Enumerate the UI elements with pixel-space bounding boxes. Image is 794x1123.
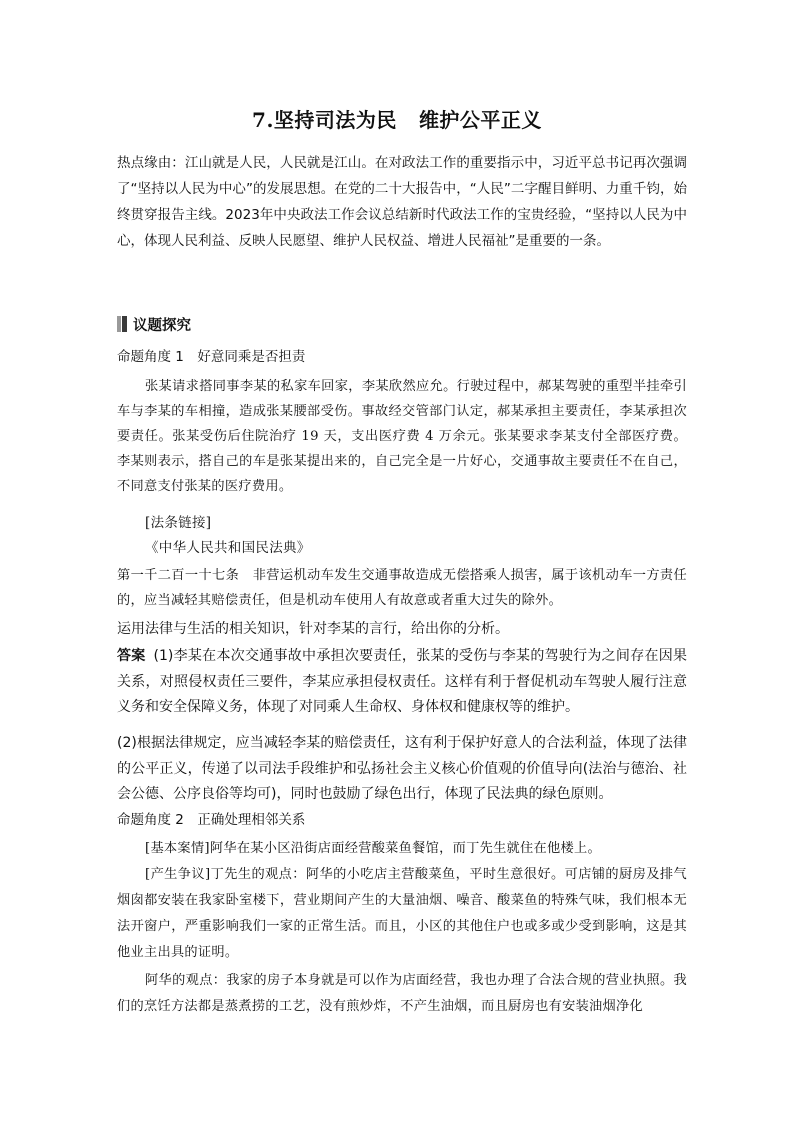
law-book-title: 《中华人民共和国民法典》 — [145, 540, 311, 556]
law-link-tag: [法条链接] — [145, 515, 212, 531]
basic-case: [基本案情]阿华在某小区沿街店面经营酸菜鱼餐馆，而丁先生就住在他楼上。 — [145, 841, 601, 856]
angle1-heading: 命题角度 1 好意同乘是否担责 — [117, 349, 306, 365]
answer-2: (2)根据法律规定，应当减轻李某的赔偿责任，这有利于保护好意人的合法利益，体现了法律的公平正义，传递了以司法手段维护和弘扬社会主义核心价值观的价值导向(法治与德治、社会公德、公序良俗等均可)，同时也鼓励了绿色出行，体现了民法典的绿色原则。 — [117, 735, 687, 802]
answer-label: 答案 — [117, 648, 146, 664]
section-title: 议题探究 — [133, 317, 191, 334]
question: 运用法律与生活的相关知识，针对李某的言行，给出你的分析。 — [117, 621, 509, 637]
title-sub: 维护公平正义 — [418, 108, 542, 132]
section-marker-icon — [117, 316, 121, 332]
title-main: 7.坚持司法为民 — [252, 108, 397, 132]
answer-1: 答案 (1)李某在本次交通事故中承担次要责任，张某的受伤与李某的驾驶行为之间存在因果关系，对照侵权责任三要件，李某应承担侵权责任。这样有利于督促机动车驾驶人履行注意义务和安全保障义务，体现了对同乘人生命权、身体权和健康权等的维护。 — [117, 648, 687, 715]
page-title — [0, 104, 794, 133]
angle2-heading: 命题角度 2 正确处理相邻关系 — [117, 812, 306, 828]
dispute-paragraph: [产生争议]丁先生的观点：阿华的小吃店主营酸菜鱼，平时生意很好。可店铺的厨房及排气烟囱都安装在我家卧室楼下，营业期间产生的大量油烟、噪音、酸菜鱼的特殊气味，我们根本无法开窗户，严重影响我们一家的正常生活。而且，小区的其他住户也或多或少受到影响，这是其他业主出具的证明。 — [117, 867, 687, 960]
intro-paragraph: 热点缘由：江山就是人民，人民就是江山。在对政法工作的重要指示中，习近平总书记再次强调了“坚持以人民为中心”的发展思想。在党的二十大报告中，“人民”二字醒目鲜明、力重千钧，始终贯穿报告主线。2023年中央政法工作会议总结新时代政法工作的宝贵经验，“坚持以人民为中心，体现人民利益、反映人民愿望、维护人民权益、增进人民福祉”是重要的一条。 — [117, 155, 687, 249]
angle1-case: 张某请求搭同事李某的私家车回家，李某欣然应允。行驶过程中，郝某驾驶的重型半挂牵引车与李某的车相撞，造成张某腰部受伤。事故经交管部门认定，郝某承担主要责任，李某承担次要责任。张某受伤后住院治疗 19 天，支出医疗费 4 万余元。张某要求李某支付全部医疗费。李某则表示，搭自己的车是张某提出来的，自己完全是一片好心，交通事故主要责任不在自己，不同意支付张某的医疗费用。 — [117, 379, 687, 494]
ahua-paragraph: 阿华的观点：我家的房子本身就是可以作为店面经营，我也办理了合法合规的营业执照。我们的烹饪方法都是蒸煮捞的工艺，没有煎炒炸，不产生油烟，而且厨房也有安装油烟净化 — [117, 973, 687, 1014]
section-header — [117, 314, 191, 334]
law-article: 第一千二百一十七条 非营运机动车发生交通事故造成无偿搭乘人损害，属于该机动车一方责任的，应当减轻其赔偿责任，但是机动车使用人有故意或者重大过失的除外。 — [117, 568, 687, 608]
